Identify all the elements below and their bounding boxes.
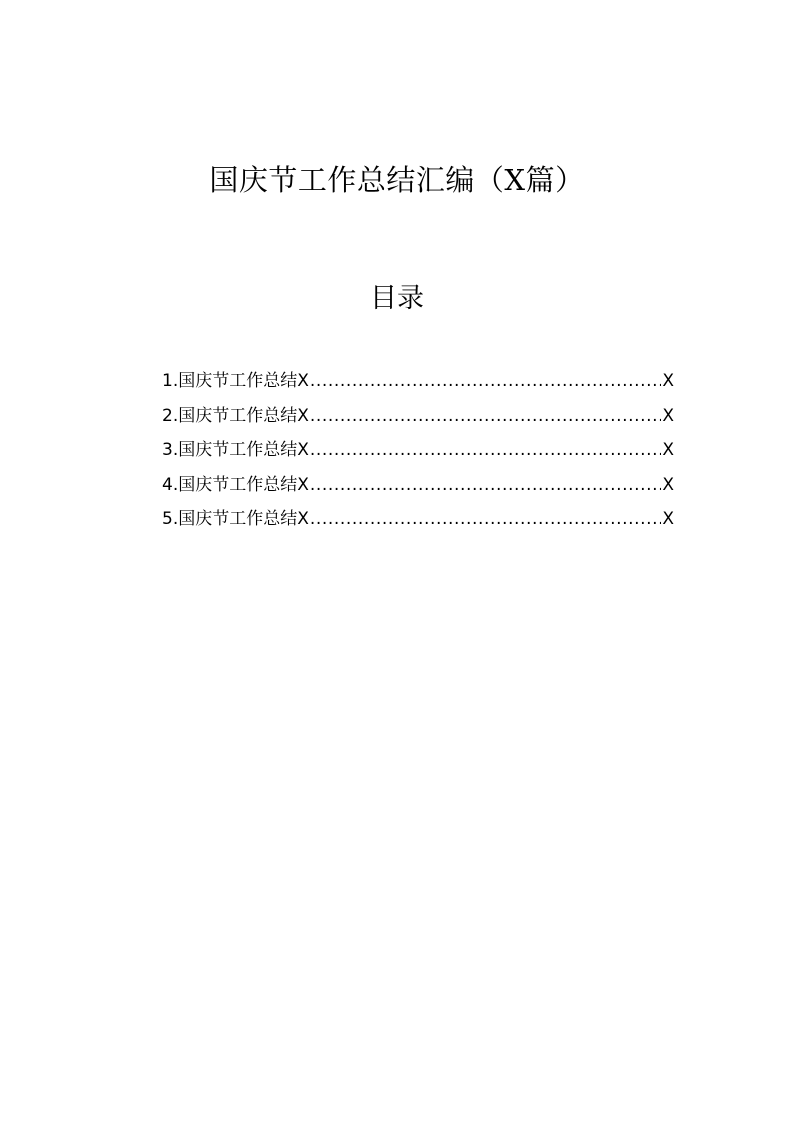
table-of-contents — [162, 366, 674, 539]
toc-dot-leader — [310, 366, 661, 396]
toc-entry-label: 1.国庆节工作总结X — [162, 371, 309, 391]
toc-page-number: X — [662, 371, 674, 391]
toc-entry-label: 5.国庆节工作总结X — [162, 509, 309, 529]
toc-entry-5[interactable] — [162, 504, 674, 539]
toc-entry-1[interactable] — [162, 366, 674, 401]
toc-entry-2[interactable] — [162, 401, 674, 436]
toc-heading: 目录 — [370, 283, 424, 314]
toc-dot-leader — [310, 435, 661, 465]
toc-page-number: X — [662, 509, 674, 529]
toc-dot-leader — [310, 470, 661, 500]
toc-dot-leader — [310, 401, 661, 431]
toc-dot-leader — [310, 504, 661, 534]
toc-entry-4[interactable] — [162, 470, 674, 505]
toc-entry-label: 3.国庆节工作总结X — [162, 440, 309, 460]
toc-page-number: X — [662, 474, 674, 495]
toc-page-number: X — [662, 440, 674, 460]
toc-page-number: X — [662, 405, 674, 426]
toc-entry-label: 2.国庆节工作总结X — [162, 405, 309, 426]
toc-entry-3[interactable] — [162, 435, 674, 470]
toc-entry-label: 4.国庆节工作总结X — [162, 474, 309, 495]
document-title: 国庆节工作总结汇编（X篇） — [209, 163, 585, 197]
